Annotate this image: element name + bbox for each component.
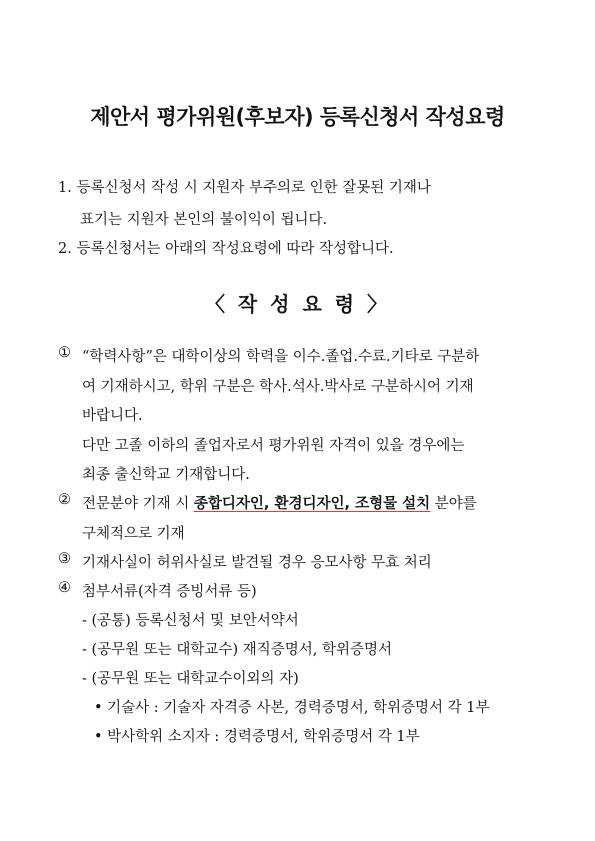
item-1-line-2: 여 기재하시고, 학위 구분은 학사.석사.박사로 구분하시어 기재 [82,379,474,395]
item-4-text: 첨부서류(자격 증빙서류 등) [82,584,257,600]
item-3-number: ③ [58,551,71,567]
item-4-sub-2: - (공무원 또는 대학교수) 재직증명서, 학위증명서 [82,642,392,658]
item-4-bullet-1: • 기술사 : 기술자 자격증 사본, 경력증명서, 학위증명서 각 1부 [94,700,490,716]
item-4-bullet-2: • 박사학위 소지자 : 경력증명서, 학위증명서 각 1부 [94,729,420,745]
item-4-number: ④ [58,580,71,596]
item-4-sub-1: - (공통) 등록신청서 및 보안서약서 [82,613,299,629]
item-2-emphasis: 종합디자인, 환경디자인, 조형물 설치 [193,496,431,512]
item-4-sub-3: - (공무원 또는 대학교수이외의 자) [82,671,299,687]
intro-item-1-line-2: 표기는 지원자 본인의 불이익이 됩니다. [80,212,328,228]
item-1-line-4: 다만 고졸 이하의 졸업자로서 평가위원 자격이 있을 경우에는 [82,438,465,454]
item-2-text-after: 분야를 [430,496,477,512]
item-1-line-3: 바랍니다. [82,408,143,424]
intro-item-1-line-1: 1. 등록신청서 작성 시 지원자 부주의로 인한 잘못된 기재나 [58,180,431,196]
item-2-line-1 [82,492,477,513]
item-3-text: 기재사실이 허위사실로 발견될 경우 응모사항 무효 처리 [82,555,432,571]
item-1-number: ① [58,345,71,361]
item-2-number: ② [58,492,71,508]
intro-item-2: 2. 등록신청서는 아래의 작성요령에 따라 작성합니다. [58,241,394,257]
item-2-text-before: 전문분야 기재 시 [82,496,194,512]
guide-subheading: 〈 작 성 요 령 〉 [204,292,391,316]
item-1-line-5: 최종 출신학교 기재합니다. [82,467,250,483]
item-1-line-1: “학력사항”은 대학이상의 학력을 이수.졸업.수료.기타로 구분하 [82,349,480,365]
item-2-line-2: 구체적으로 기재 [82,526,185,542]
document-title: 제안서 평가위원(후보자) 등록신청서 작성요령 [90,105,505,129]
